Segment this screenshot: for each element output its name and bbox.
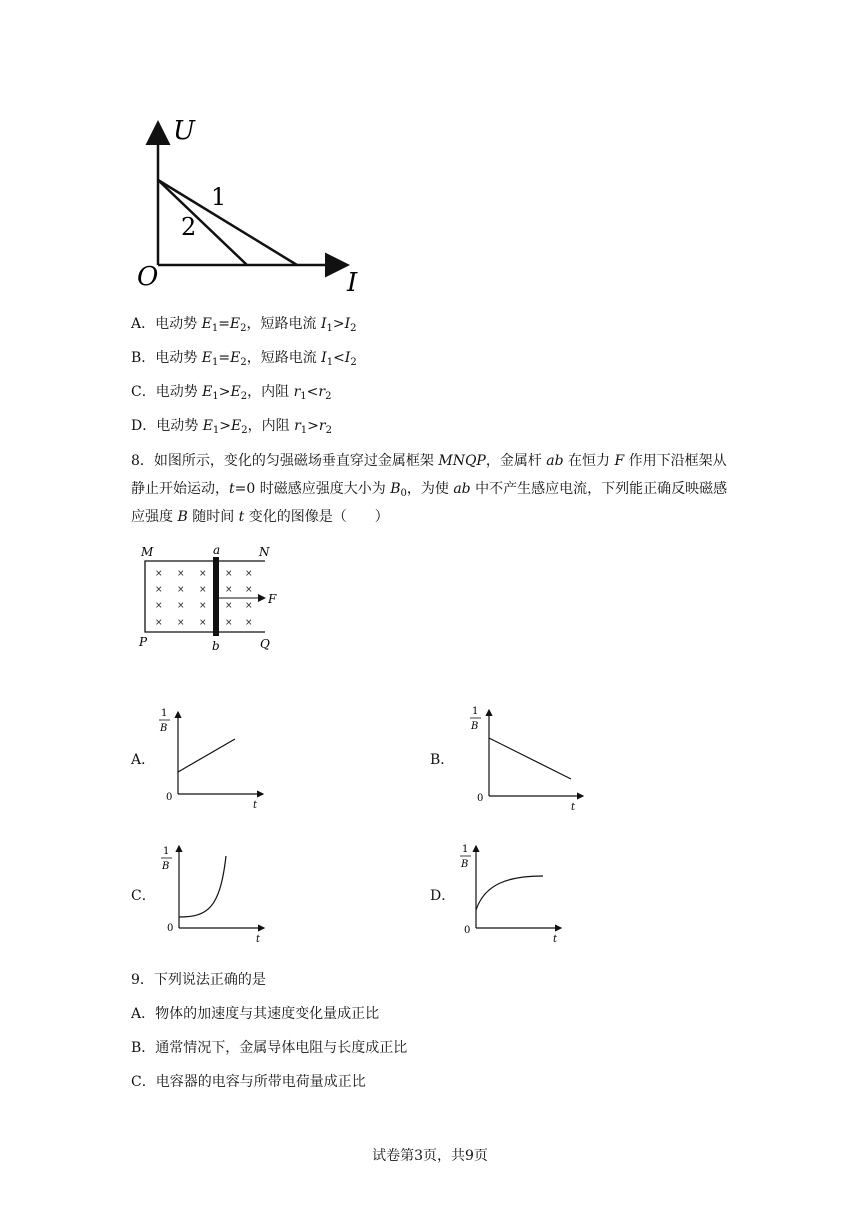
q8-graph-c: [158, 838, 273, 948]
svg-text:×: ×: [155, 569, 163, 579]
svg-text:B: B: [461, 859, 469, 870]
svg-text:×: ×: [199, 569, 207, 579]
svg-text:×: ×: [177, 601, 185, 611]
q8-option-d-label: D．: [430, 888, 456, 904]
svg-text:×: ×: [199, 601, 207, 611]
svg-text:0: 0: [166, 792, 173, 803]
label-q: Q: [260, 637, 270, 651]
svg-text:×: ×: [245, 585, 253, 595]
q8-frame-figure: [135, 540, 290, 655]
svg-text:×: ×: [155, 618, 163, 628]
svg-text:×: ×: [199, 618, 207, 628]
line-1-label: 1: [211, 183, 227, 211]
q7-option-a: A．电动势 $E_1=E_2$，短路电流 $I_1>I_2$: [131, 316, 357, 334]
q8-option-b-label: B．: [430, 752, 455, 768]
label-b: b: [212, 639, 220, 653]
graph-c-curve: [179, 856, 226, 917]
rod-ab: [213, 557, 219, 636]
origin-label: O: [137, 262, 159, 292]
svg-text:×: ×: [177, 618, 185, 628]
svg-text:×: ×: [177, 585, 185, 595]
label-m: M: [141, 545, 154, 559]
svg-text:1: 1: [163, 846, 170, 857]
svg-text:1: 1: [161, 708, 168, 719]
svg-text:0: 0: [167, 923, 174, 934]
svg-text:0: 0: [477, 793, 484, 804]
line-2: [158, 180, 247, 265]
svg-text:B: B: [162, 861, 170, 872]
svg-text:t: t: [253, 800, 258, 810]
q9-option-c: C．电容器的电容与所带电荷量成正比: [131, 1074, 366, 1090]
svg-text:1: 1: [462, 844, 469, 855]
svg-text:×: ×: [245, 569, 253, 579]
i-axis-label: I: [347, 268, 358, 298]
svg-text:×: ×: [225, 585, 233, 595]
label-p: P: [139, 635, 148, 649]
q8-graph-b: [465, 702, 590, 814]
q9-stem: 9．下列说法正确的是: [131, 972, 266, 988]
ui-graph: [135, 115, 375, 300]
q8-option-a-label: A．: [131, 752, 156, 768]
u-axis-label: U: [173, 116, 195, 146]
q9-option-b: B．通常情况下，金属导体电阻与长度成正比: [131, 1040, 408, 1056]
graph-a-curve: [178, 739, 235, 772]
q8-graph-a: [155, 702, 270, 810]
label-n: N: [259, 545, 270, 559]
graph-b-curve: [489, 738, 571, 779]
q7-option-d: D．电动势 $E_1>E_2$，内阻 $r_1>r_2$: [131, 418, 332, 436]
line-2-label: 2: [181, 213, 197, 241]
q7-option-c: C．电动势 $E_1>E_2$，内阻 $r_1<r_2$: [131, 384, 332, 402]
svg-text:×: ×: [225, 601, 233, 611]
svg-text:t: t: [571, 802, 576, 813]
svg-text:B: B: [471, 721, 479, 732]
svg-text:t: t: [553, 934, 558, 945]
q7-option-b: B．电动势 $E_1=E_2$，短路电流 $I_1<I_2$: [131, 350, 357, 368]
svg-text:×: ×: [245, 601, 253, 611]
svg-text:B: B: [160, 723, 168, 734]
svg-text:×: ×: [199, 585, 207, 595]
q8-graph-d: [455, 838, 575, 948]
line-1: [158, 180, 297, 265]
svg-text:0: 0: [464, 925, 471, 936]
svg-text:×: ×: [177, 569, 185, 579]
page-footer: 试卷第3页，共9页: [372, 1148, 488, 1164]
svg-text:×: ×: [225, 569, 233, 579]
label-a: a: [213, 543, 221, 557]
q8-stem: 8．如图所示，变化的匀强磁场垂直穿过金属框架 MNQP，金属杆 ab 在恒力 F 作用下沿框架从静止开始运动，t=0 时磁感应强度大小为 $B_0$，为使 ab 中不产生感应电流，下列能正确反映磁感应强度 B 随时间 t 变化的图像是（ ）: [131, 453, 728, 525]
svg-text:×: ×: [155, 601, 163, 611]
graph-d-curve: [476, 876, 543, 910]
svg-text:×: ×: [245, 618, 253, 628]
label-f: F: [268, 592, 277, 606]
svg-text:×: ×: [225, 618, 233, 628]
q9-option-a: A．物体的加速度与其速度变化量成正比: [131, 1006, 380, 1022]
q8-option-c-label: C．: [131, 888, 156, 904]
svg-text:×: ×: [155, 585, 163, 595]
svg-text:1: 1: [472, 706, 479, 717]
svg-text:t: t: [256, 934, 261, 945]
